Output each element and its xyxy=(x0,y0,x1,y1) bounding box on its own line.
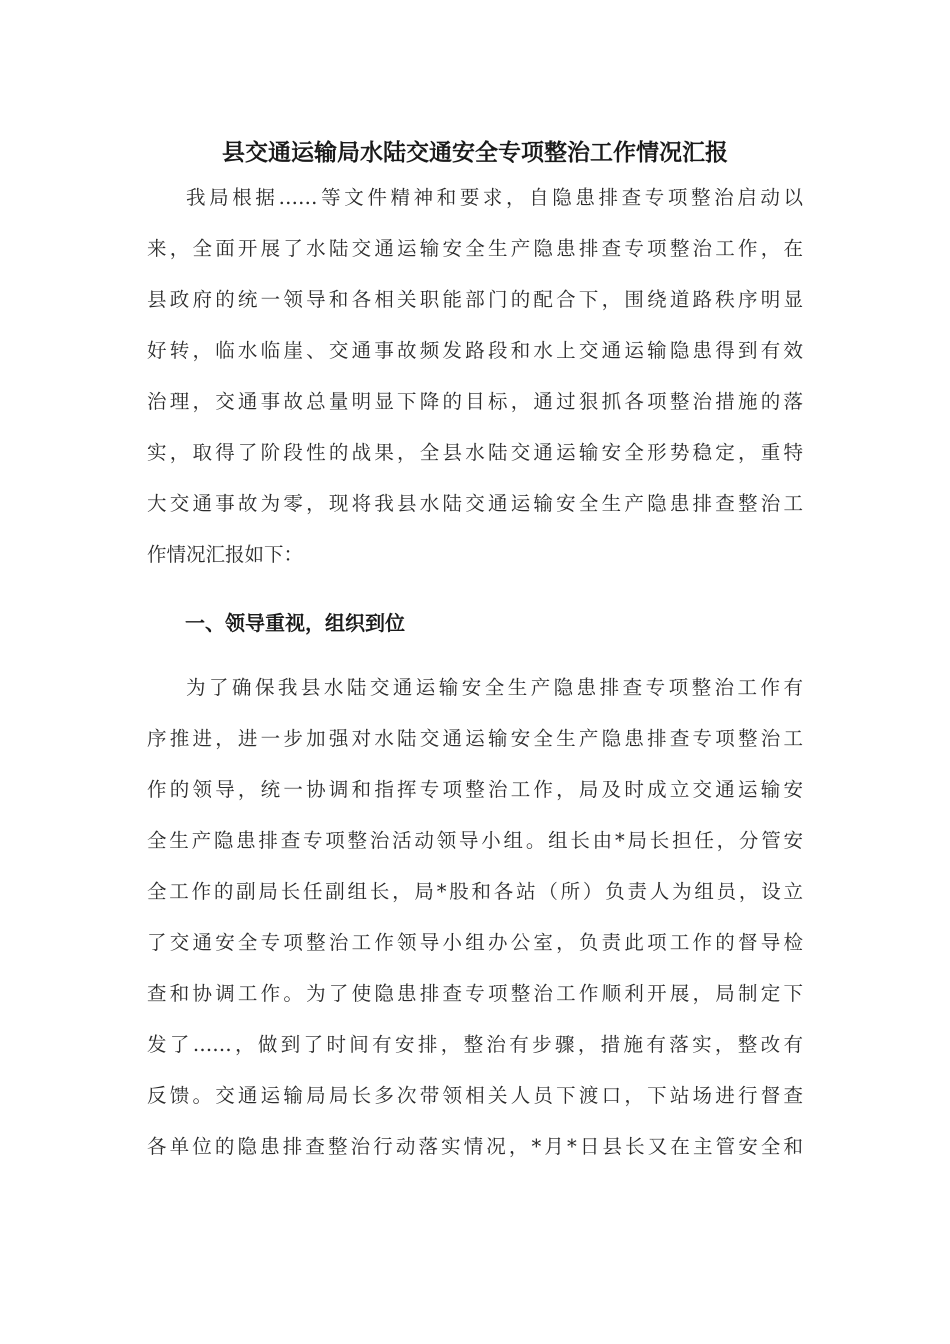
intro-line: 大交通事故为零，现将我县水陆交通运输安全生产隐患排查整治工 xyxy=(147,492,803,515)
intro-line: 作情况汇报如下： xyxy=(147,543,304,566)
section1-line: 作的领导，统一协调和指挥专项整治工作，局及时成立交通运输安 xyxy=(147,778,803,801)
intro-paragraph xyxy=(147,172,803,580)
intro-line: 实，取得了阶段性的战果，全县水陆交通运输安全形势稳定，重特 xyxy=(147,441,803,464)
section1-line: 查和协调工作。为了使隐患排查专项整治工作顺利开展，局制定下 xyxy=(147,982,803,1005)
intro-line: 好转，临水临崖、交通事故频发路段和水上交通运输隐患得到有效 xyxy=(147,339,803,362)
document-title: 县交通运输局水陆交通安全专项整治工作情况汇报 xyxy=(222,139,728,166)
section1-line: 序推进，进一步加强对水陆交通运输安全生产隐患排查专项整治工 xyxy=(147,727,803,750)
section1-line: 为了确保我县水陆交通运输安全生产隐患排查专项整治工作有 xyxy=(186,676,803,699)
section1-line: 发了……，做到了时间有安排，整治有步骤，措施有落实，整改有 xyxy=(147,1033,803,1056)
intro-line: 县政府的统一领导和各相关职能部门的配合下，围绕道路秩序明显 xyxy=(147,288,803,311)
intro-line: 来，全面开展了水陆交通运输安全生产隐患排查专项整治工作，在 xyxy=(147,237,803,260)
intro-line: 治理，交通事故总量明显下降的目标，通过狠抓各项整治措施的落 xyxy=(147,390,803,413)
section1-line: 了交通安全专项整治工作领导小组办公室，负责此项工作的督导检 xyxy=(147,931,803,954)
intro-line: 我局根据……等文件精神和要求，自隐患排查专项整治启动以 xyxy=(186,186,803,209)
section1-line: 全工作的副局长任副组长，局*股和各站（所）负责人为组员，设立 xyxy=(147,880,803,903)
section1-paragraph xyxy=(147,662,803,1172)
section1-line: 反馈。交通运输局局长多次带领相关人员下渡口，下站场进行督查 xyxy=(147,1084,803,1107)
section-heading: 一、领导重视，组织到位 xyxy=(185,611,405,635)
section1-line: 各单位的隐患排查整治行动落实情况，*月*日县长又在主管安全和 xyxy=(147,1135,803,1158)
section1-line: 全生产隐患排查专项整治活动领导小组。组长由*局长担任，分管安 xyxy=(147,829,803,852)
